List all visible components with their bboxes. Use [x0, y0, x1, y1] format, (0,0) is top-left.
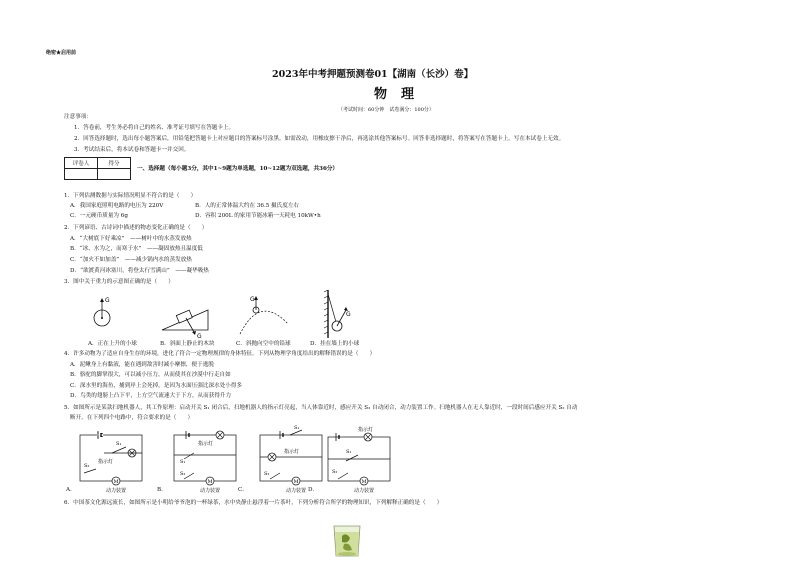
subject-title: 物理 [374, 87, 429, 102]
score-table [64, 157, 131, 180]
q2-option-a: A．“大树底下好乘凉” ——树叶中的水蒸发放热 [70, 236, 192, 242]
q1-option-a: A．我国家庭照明电路的电压为 220V [70, 203, 164, 209]
q5-label-a: A． [66, 487, 76, 493]
motor-label: M [113, 479, 119, 485]
switch-label-s2: S₂ [84, 463, 90, 469]
q3-figure-a [86, 292, 126, 340]
q3-figure-b [160, 296, 216, 340]
secret-label: 绝密★启用前 [46, 50, 77, 56]
indicator-lamp-label: 指示灯 [358, 427, 374, 433]
q5-label-b: B． [157, 487, 167, 493]
switch-label-s2: S₂ [180, 471, 186, 477]
force-label-g: G [250, 296, 255, 303]
q2-option-d: D．“欲渡黄河冰塞川，将登太行雪满山” ——凝华吸热 [70, 268, 209, 274]
q5-circuit-a [70, 425, 154, 495]
notes-heading: 注意事项： [64, 114, 92, 120]
switch-label-s1: S₁ [180, 459, 186, 465]
force-label-g: G [197, 333, 202, 340]
note-2: 2．回答选择题时，选出每小题答案后，用铅笔把答题卡上对应题目的答案标号涂黑。如需改动，用橡皮擦干净后，再选涂其他答案标号。回答非选择题时，将答案写在答题卡上。写在本试卷上无效。 [74, 136, 565, 142]
q3-option-c: C．斜抛向空中的铅球 [236, 341, 291, 347]
indicator-lamp-label: 指示灯 [198, 441, 214, 447]
q3-stem: 3．图中关于重力的示意图正确的是（ ） [64, 279, 174, 285]
switch-label-s1: S₁ [116, 441, 122, 447]
q1-stem: 1．下列估测数据与实际情况明显不符合的是（ ） [64, 193, 197, 199]
tea-glass-image [330, 524, 364, 558]
q3-figure-d [322, 290, 354, 340]
force-label-g: G [105, 297, 110, 304]
q5-stem-continued: 断开。在下列四个电路中，符合要求的是（ ） [70, 415, 194, 421]
indicator-lamp-label: 指示灯 [98, 459, 114, 465]
q5-label-c: C． [238, 487, 248, 493]
motor-label: M [361, 479, 367, 485]
q4-stem: 4．许多动物为了适应自身生存的环境，进化了符合一定物理规律的身体特征。下列从物理学角度给出的解释错误的是（ ） [64, 351, 376, 357]
q6-stem: 6．中国茶文化源远流长，如图所示是小明给爷爷泡的一杯绿茶，水中央静止悬浮着一片茶叶，下列分析符合所学的物理知识，下列解释正确的是（ ） [64, 500, 443, 506]
q1-option-c: C．一元硬币质量为 6g [70, 213, 128, 219]
power-unit-label: 动力装置 [354, 488, 375, 494]
switch-label-s2: S₂ [264, 471, 270, 477]
force-label-g: G [346, 311, 351, 318]
q4-option-b: B．骆驼的脚掌很大，可以减小压力，从而使其在沙漠中行走自如 [70, 372, 231, 378]
score-table-col2: 得分 [98, 158, 131, 169]
q4-option-a: A．泥鳅身上有黏液，能在遇到敌害时减小摩擦，便于逃脱 [70, 362, 214, 368]
exam-title: 2023年中考押题预测卷01【湖南（长沙）卷】 [272, 69, 474, 80]
q4-option-d: D．鸟类的翅膀上凸下平，上方空气流速大于下方，从而获得升力 [70, 393, 232, 399]
q3-option-d: D．挂在墙上的小球 [310, 341, 360, 347]
q2-option-b: B．“冰、水为之，而寒于水” ——凝固放热且温度低 [70, 246, 203, 252]
q5-circuit-d [318, 425, 402, 495]
power-unit-label: 动力装置 [200, 488, 221, 494]
q1-option-b: B．人的正常体温大约在 36.5 摄氏度左右 [195, 203, 300, 209]
q1-option-d: D．容积 200L 的家用节能冰箱一天耗电 10kW•h [195, 213, 321, 219]
motor-label: M [293, 479, 299, 485]
q3-option-b: B．斜面上静止的木块 [160, 341, 215, 347]
motor-label: M [207, 479, 213, 485]
q5-label-d: D． [308, 487, 319, 493]
score-table-cell [98, 169, 131, 180]
exam-meta: （考试时间：60分钟 试卷满分：100分） [338, 107, 434, 113]
score-table-cell [65, 169, 98, 180]
q2-stem: 2．下列谚语、古诗词中描述的物态变化正确的是（ ） [64, 225, 208, 231]
note-3: 3．考试结束后，将本试卷和答题卡一并交回。 [74, 147, 190, 153]
q2-option-c: C．“加火不如加盖” ——减少锅内水的蒸发放热 [70, 257, 192, 263]
power-unit-label: 动力装置 [106, 488, 127, 494]
note-1: 1．答卷前，考生务必将自己的姓名、准考证号填写在答题卡上。 [74, 125, 235, 131]
q5-circuit-b [164, 425, 248, 495]
q4-option-c: C．深水里的海鱼，捕到岸上会死掉，是因为水面压强比深水处小得多 [70, 383, 243, 389]
score-table-col1: 评卷人 [65, 158, 98, 169]
switch-label-s1: S₁ [346, 449, 352, 455]
indicator-lamp-label: 指示灯 [284, 449, 300, 455]
switch-label-s2: S₂ [332, 469, 338, 475]
q5-stem: 5．如图所示是某款扫地机器人，其工作原理：启动开关 S₁ 闭合后，扫地机器人的指示灯亮起，当人体靠近时，感应开关 S₂ 自动闭合，动力装置工作。扫地机器人在无人靠近时，一段时间后感应开关 S₂ 自动 [64, 405, 578, 411]
switch-label-s1: S₁ [294, 425, 300, 431]
q3-option-a: A．正在上升的小球 [88, 341, 137, 347]
section-heading: 一、选择题（每小题3分，其中1~9题为单选题，10~12题为双选题，共36分） [137, 166, 339, 172]
q3-figure-c [236, 294, 296, 340]
power-unit-label: 动力装置 [286, 488, 307, 494]
